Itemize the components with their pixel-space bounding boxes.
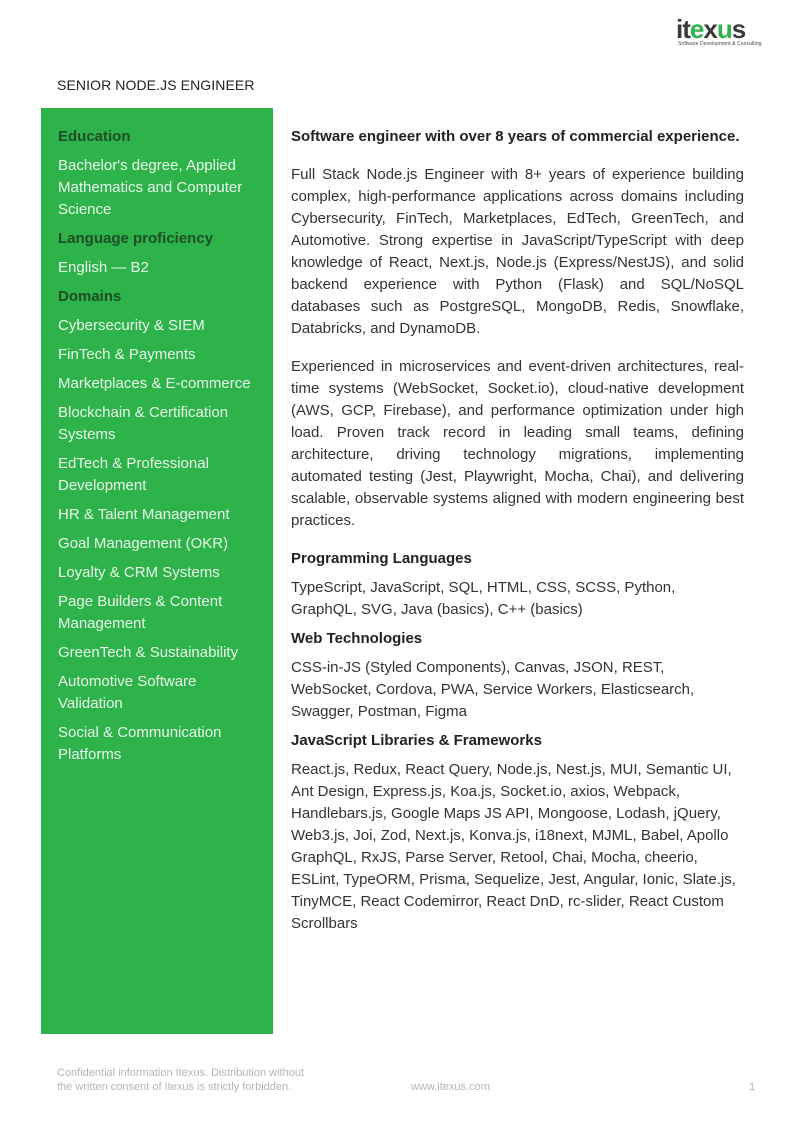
itexus-logo: [676, 16, 760, 50]
language-value: English — B2: [58, 259, 149, 276]
job-title: SENIOR NODE.JS ENGINEER: [57, 77, 255, 93]
section-heading-frameworks: JavaScript Libraries & Frameworks: [291, 732, 542, 749]
summary-lead: Software engineer with over 8 years of commercial experience.: [291, 128, 740, 145]
section-text-frameworks: React.js, Redux, React Query, Node.js, Nest.js, MUI, Semantic UI, Ant Design, Express.js, Koa.js, Socket.io, axios, Webpack, Handlebars.js, Google Maps JS API, Mongoose, Lodash, jQuery, Web3.js, Joi, Zod, Next.js, Konva.js, i18next, MJML, Babel, Apollo GraphQL, RxJS, Parse Server, Retool, Chai, Mocha, cheerio, ESLint, TypeORM, Prisma, Sequelize, Jest, Angular, Ionic, Slate.js, TinyMCE, React Codemirror, React DnD, rc-slider, React Custom Scrollbars: [291, 761, 736, 932]
domain-item: EdTech & Professional Development: [58, 455, 209, 494]
education-heading: Education: [58, 128, 131, 145]
domain-item: Page Builders & Content Management: [58, 593, 223, 632]
summary-paragraph-1: Full Stack Node.js Engineer with 8+ years of experience building complex, high-performance applications across domains including Cybersecurity, FinTech, Marketplaces, EdTech, GreenTech, and Automotive. Strong expertise in JavaScript/TypeScript with deep knowledge of React, Next.js, Node.js (Express/NestJS), and solid backend experience with Python (Flask) and SQL/NoSQL databases such as PostgreSQL, MongoDB, Redis, Snowflake, Databricks, and DynamoDB.: [291, 166, 744, 337]
domains-heading: Domains: [58, 288, 122, 305]
section-text-web: CSS-in-JS (Styled Components), Canvas, JSON, REST, WebSocket, Cordova, PWA, Service Workers, Elasticsearch, Swagger, Postman, Figma: [291, 659, 695, 720]
domain-item: Loyalty & CRM Systems: [58, 564, 220, 581]
domain-item: Automotive Software Validation: [58, 673, 197, 712]
domain-item: Goal Management (OKR): [58, 535, 229, 552]
logo-tagline: Software Development & Consulting: [678, 41, 762, 47]
domain-item: Social & Communication Platforms: [58, 724, 222, 763]
section-heading-languages: Programming Languages: [291, 550, 472, 567]
main-content: [291, 126, 744, 942]
domain-item: Blockchain & Certification Systems: [58, 404, 229, 443]
confidentiality-notice: [57, 1066, 304, 1094]
domain-item: GreenTech & Sustainability: [58, 644, 239, 661]
domain-item: Cybersecurity & SIEM: [58, 317, 205, 334]
summary-paragraph-2: Experienced in microservices and event-driven architectures, real-time systems (WebSocket, Socket.io), cloud-native development (AWS, GCP, Firebase), and performance optimization under high load. Proven track record in leading small teams, defining architecture, driving technology migrations, implementing automated testing (Jest, Playwright, Mocha, Chai), and delivering scalable, observable systems aligned with modern engineering best practices.: [291, 358, 744, 529]
domain-item: HR & Talent Management: [58, 506, 230, 523]
confidential-line-1: Confidential information Itexus. Distribution without: [57, 1067, 305, 1079]
domain-item: Marketplaces & E-commerce: [58, 375, 251, 392]
sidebar: [41, 108, 273, 1034]
section-heading-web: Web Technologies: [291, 630, 423, 647]
language-heading: Language proficiency: [58, 230, 214, 247]
page-number: 1: [749, 1081, 756, 1093]
section-text-languages: TypeScript, JavaScript, SQL, HTML, CSS, SCSS, Python, GraphQL, SVG, Java (basics), C++ (basics): [291, 579, 676, 618]
domain-item: FinTech & Payments: [58, 346, 196, 363]
logo-wordmark: itexus: [676, 14, 746, 44]
confidential-line-2: the written consent of Itexus is strictly forbidden.: [57, 1081, 292, 1093]
website-link[interactable]: www.itexus.com: [411, 1081, 490, 1093]
education-value: Bachelor's degree, Applied Mathematics and Computer Science: [58, 157, 243, 218]
